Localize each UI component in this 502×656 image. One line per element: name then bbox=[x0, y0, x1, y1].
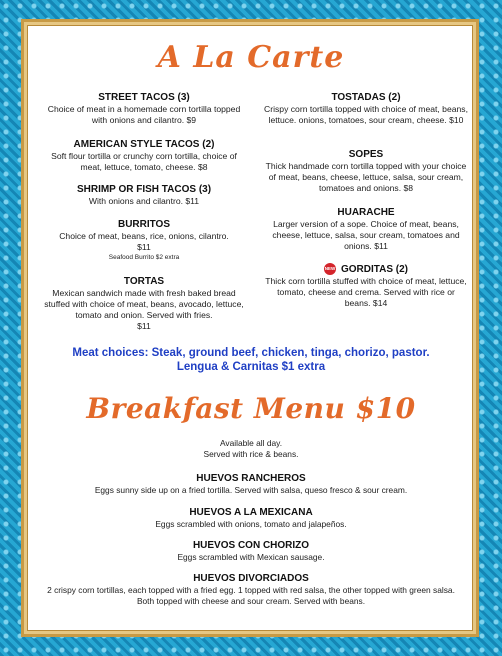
menu-item-street-tacos bbox=[40, 91, 248, 126]
item-description: Mexican sandwich made with fresh baked bread stuffed with choice of meat, beans, avocado, lettuce, tomato and onion. Served with fries. bbox=[44, 288, 244, 320]
breakfast-item-chorizo bbox=[40, 539, 462, 563]
item-description: Eggs scrambled with onions, tomato and jalapeños. bbox=[155, 519, 347, 529]
breakfast-sides: Served with rice & beans. bbox=[203, 449, 299, 459]
item-description: Thick corn tortilla stuffed with choice of meat, lettuce, tomato, cheese and crema. Served with rice or beans. $14 bbox=[265, 276, 467, 308]
item-description: Eggs sunny side up on a fried tortilla. Served with salsa, queso fresco & sour cream. bbox=[94, 485, 408, 495]
item-name: HUEVOS CON CHORIZO bbox=[192, 540, 310, 551]
item-name: HUEVOS DIVORCIADOS bbox=[193, 573, 309, 584]
breakfast-title: Breakfast Menu $10 bbox=[86, 392, 416, 425]
item-name: HUARACHE bbox=[337, 207, 395, 218]
breakfast-item-divorciados bbox=[40, 572, 462, 607]
menu-item-sopes bbox=[264, 148, 468, 194]
meat-extra-line: Lengua & Carnitas $1 extra bbox=[176, 361, 326, 373]
breakfast-item-mexicana bbox=[40, 506, 462, 530]
menu-item-huarache bbox=[264, 206, 468, 252]
item-description: Larger version of a sope. Choice of meat, beans, cheese, lettuce, salsa, sour cream, tomatoes and onions. $11 bbox=[272, 219, 460, 251]
breakfast-availability: Available all day. bbox=[219, 438, 283, 448]
item-description: Thick handmade corn tortilla topped with your choice of meat, beans, cheese, lettuce, salsa, sour cream, tomatoes and onions. $8 bbox=[265, 161, 467, 193]
item-name: SOPES bbox=[348, 149, 384, 160]
item-price: $11 bbox=[137, 242, 151, 252]
item-description: Choice of meat, beans, rice, onions, cilantro. bbox=[59, 231, 229, 241]
menu-item-burritos bbox=[40, 218, 248, 262]
menu-item-gorditas bbox=[264, 263, 468, 309]
item-name: HUEVOS RANCHEROS bbox=[196, 473, 306, 484]
item-name: TORTAS bbox=[123, 276, 165, 287]
item-name: GORDITAS (2) bbox=[340, 264, 409, 275]
menu-item-american-tacos bbox=[40, 138, 248, 173]
item-note: Seafood Burrito $2 extra bbox=[108, 254, 180, 261]
item-description: Crispy corn tortilla topped with choice of meat, beans, lettuce. onions, tomatoes, sour cream, cheese. $10 bbox=[264, 104, 468, 125]
item-name: BURRITOS bbox=[117, 219, 171, 230]
meat-choices-line: Meat choices: Steak, ground beef, chicken, tinga, chorizo, pastor. bbox=[72, 347, 430, 359]
item-description: Eggs scrambled with Mexican sausage. bbox=[177, 552, 325, 562]
menu-item-shrimp-fish-tacos bbox=[40, 183, 248, 207]
meat-choices bbox=[40, 346, 462, 374]
menu-item-tortas bbox=[40, 275, 248, 332]
new-badge: NEW bbox=[324, 263, 336, 275]
item-name-row bbox=[264, 263, 468, 276]
item-description: Choice of meat in a homemade corn tortilla topped with onions and cilantro. $9 bbox=[47, 104, 241, 125]
item-description: 2 crispy corn tortillas, each topped with a fried egg. 1 topped with red salsa, the other topped with green salsa. Both topped with cheese and sour cream. Served with beans. bbox=[47, 585, 455, 606]
item-name: AMERICAN STYLE TACOS (2) bbox=[73, 139, 215, 150]
menu-item-tostadas bbox=[264, 91, 468, 126]
item-name: STREET TACOS (3) bbox=[98, 92, 190, 103]
item-name: TOSTADAS (2) bbox=[331, 92, 401, 103]
item-name: SHRIMP OR FISH TACOS (3) bbox=[76, 184, 212, 195]
item-name: HUEVOS A LA MEXICANA bbox=[189, 507, 313, 518]
item-description: Soft flour tortilla or crunchy corn tortilla, choice of meat, lettuce, tomato, cheese. $8 bbox=[51, 151, 237, 172]
a-la-carte-title: A La Carte bbox=[157, 40, 345, 75]
item-description: With onions and cilantro. $11 bbox=[88, 196, 200, 206]
item-price: $11 bbox=[137, 321, 151, 331]
breakfast-item-rancheros bbox=[40, 472, 462, 496]
breakfast-intro bbox=[40, 438, 462, 460]
